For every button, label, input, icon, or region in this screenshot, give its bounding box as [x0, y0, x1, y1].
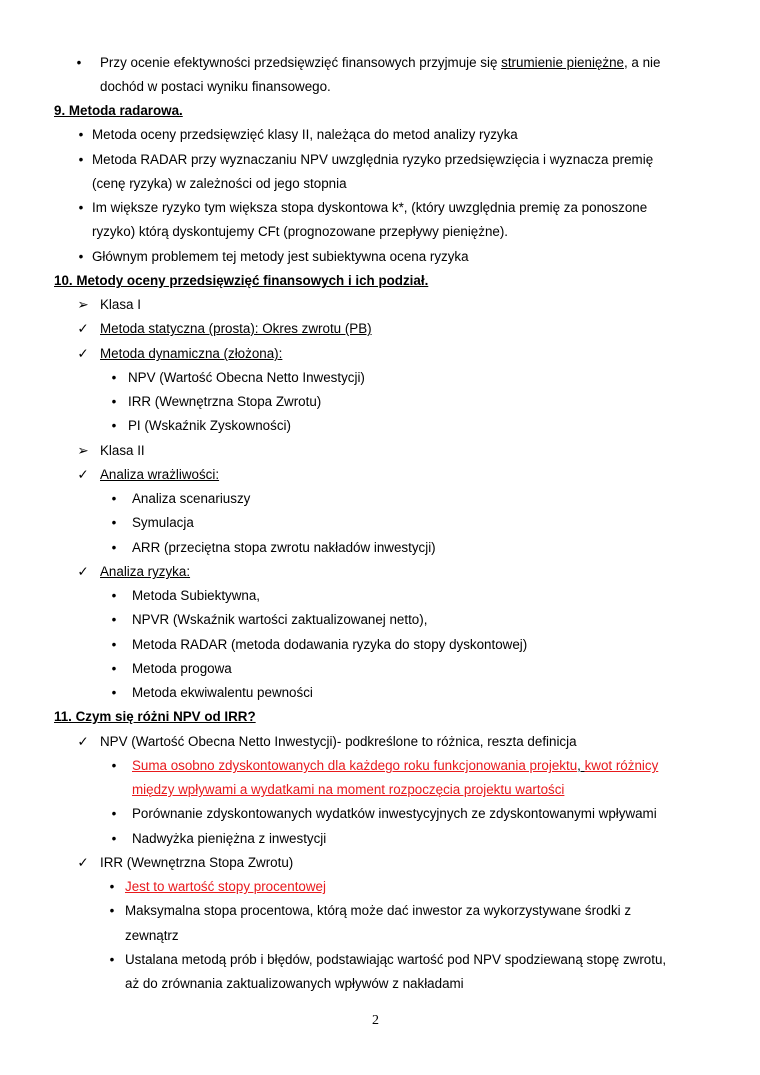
- text-segment: NPV (Wartość Obecna Netto Inwestycji): [128, 370, 365, 385]
- text-line: [128, 417, 291, 435]
- text-segment: Metoda Subiektywna,: [132, 588, 261, 603]
- text-line: [100, 442, 145, 460]
- text-segment: dochód w postaci wyniku finansowego.: [100, 79, 331, 94]
- text-segment: Metoda progowa: [132, 661, 232, 676]
- text-line: [100, 78, 331, 96]
- list-marker: ✓: [77, 564, 89, 579]
- list-marker: •: [76, 55, 82, 70]
- text-segment: Metoda oceny przedsięwzięć klasy II, należąca do metod analizy ryzyka: [92, 127, 518, 142]
- text-segment: między wpływami a wydatkami na moment rozpoczęcia projektu wartości: [132, 782, 565, 797]
- list-marker: ✓: [77, 321, 89, 336]
- text-line: [100, 54, 660, 72]
- text-line: [54, 102, 183, 120]
- list-marker: •: [111, 806, 117, 821]
- list-marker: •: [111, 758, 117, 773]
- text-segment: 11. Czym się różni NPV od IRR?: [54, 709, 256, 724]
- text-segment: ryzyko) którą dyskontujemy CFt (prognozowane przepływy pieniężne).: [92, 224, 509, 239]
- text-line: [125, 902, 631, 920]
- text-line: [92, 199, 647, 217]
- text-line: [132, 539, 436, 557]
- list-marker: •: [111, 588, 117, 603]
- text-segment: Metoda RADAR (metoda dodawania ryzyka do stopy dyskontowej): [132, 637, 528, 652]
- text-segment: 10. Metody oceny przedsięwzięć finansowych i ich podział.: [54, 273, 429, 288]
- text-segment: Jest to wartość stopy procentowej: [125, 879, 326, 894]
- list-marker: •: [111, 612, 117, 627]
- text-segment: Nadwyżka pieniężna z inwestycji: [132, 831, 327, 846]
- text-line: [132, 830, 326, 848]
- list-marker: •: [78, 127, 84, 142]
- text-segment: Symulacja: [132, 515, 194, 530]
- text-segment: Metoda statyczna (prosta): Okres zwrotu (PB): [100, 321, 372, 336]
- text-line: [92, 126, 518, 144]
- text-line: [100, 733, 577, 751]
- text-line: [54, 708, 256, 726]
- text-line: [132, 805, 657, 823]
- text-segment: Klasa II: [100, 443, 145, 458]
- list-marker: •: [111, 418, 117, 433]
- text-segment: IRR (Wewnętrzna Stopa Zwrotu): [128, 394, 322, 409]
- list-marker: •: [111, 831, 117, 846]
- text-segment: Metoda dynamiczna (złożona):: [100, 346, 283, 361]
- text-segment: (cenę ryzyka) w zależności od jego stopnia: [92, 176, 347, 191]
- text-line: [100, 563, 190, 581]
- list-marker: •: [78, 200, 84, 215]
- text-segment: 9. Metoda radarowa.: [54, 103, 183, 118]
- text-line: [128, 369, 365, 387]
- page-number: 2: [372, 1013, 379, 1028]
- text-segment: ,: [577, 758, 585, 773]
- text-line: [132, 684, 313, 702]
- list-marker: ➢: [77, 443, 89, 458]
- list-marker: •: [111, 637, 117, 652]
- list-marker: •: [111, 515, 117, 530]
- text-line: [100, 296, 141, 314]
- text-line: [132, 514, 194, 532]
- list-marker: •: [109, 903, 115, 918]
- text-line: [128, 393, 321, 411]
- text-line: [132, 660, 232, 678]
- text-segment: Klasa I: [100, 297, 141, 312]
- text-segment: Przy ocenie efektywności przedsięwzięć finansowych przyjmuje się: [100, 55, 502, 70]
- text-segment: PI (Wskaźnik Zyskowności): [128, 418, 291, 433]
- text-segment: strumienie pieniężne: [501, 55, 624, 70]
- list-marker: •: [111, 394, 117, 409]
- list-marker: •: [111, 540, 117, 555]
- text-line: [132, 636, 527, 654]
- text-line: [92, 248, 469, 266]
- text-segment: Metoda RADAR przy wyznaczaniu NPV uwzględnia ryzyko przedsięwzięcia i wyznacza premię: [92, 152, 654, 167]
- list-marker: ✓: [77, 467, 89, 482]
- list-marker: •: [111, 685, 117, 700]
- list-marker: ✓: [77, 346, 89, 361]
- list-marker: ✓: [77, 855, 89, 870]
- text-line: [125, 878, 326, 896]
- text-segment: Maksymalna stopa procentowa, którą może dać inwestor za wykorzystywane środki z: [125, 903, 632, 918]
- text-segment: Metoda ekwiwalentu pewności: [132, 685, 313, 700]
- text-line: [125, 975, 464, 993]
- list-marker: •: [111, 491, 117, 506]
- text-segment: IRR (Wewnętrzna Stopa Zwrotu): [100, 855, 294, 870]
- text-segment: NPVR (Wskaźnik wartości zaktualizowanej netto),: [132, 612, 428, 627]
- text-segment: NPV (Wartość Obecna Netto Inwestycji)- podkreślone to różnica, reszta definicja: [100, 734, 577, 749]
- text-segment: ARR (przeciętna stopa zwrotu nakładów inwestycji): [132, 540, 436, 555]
- text-segment: , a nie: [623, 55, 661, 70]
- list-marker: •: [78, 152, 84, 167]
- text-line: [132, 587, 260, 605]
- text-line: [132, 757, 658, 775]
- text-segment: Głównym problemem tej metody jest subiektywna ocena ryzyka: [92, 249, 469, 264]
- text-segment: kwot różnicy: [584, 758, 659, 773]
- text-segment: aż do zrównania zaktualizowanych wpływów z nakładami: [125, 976, 464, 991]
- text-segment: Analiza wrażliwości:: [100, 467, 220, 482]
- text-line: [132, 490, 250, 508]
- text-line: [100, 466, 219, 484]
- text-segment: Analiza ryzyka:: [100, 564, 191, 579]
- text-line: [125, 951, 666, 969]
- text-line: [100, 854, 293, 872]
- text-line: [132, 781, 564, 799]
- text-segment: Analiza scenariuszy: [132, 491, 251, 506]
- text-segment: Ustalana metodą prób i błędów, podstawiając wartość pod NPV spodziewaną stopę zwrotu,: [125, 952, 667, 967]
- text-line: [125, 927, 179, 945]
- text-segment: Im większe ryzyko tym większa stopa dyskontowa k*, (który uwzględnia premię za ponoszone: [92, 200, 648, 215]
- list-marker: •: [111, 370, 117, 385]
- text-line: [92, 223, 508, 241]
- list-marker: •: [109, 879, 115, 894]
- text-line: [92, 175, 347, 193]
- list-marker: ➢: [77, 297, 89, 312]
- list-marker: •: [78, 249, 84, 264]
- text-line: [54, 272, 428, 290]
- list-marker: ✓: [77, 734, 89, 749]
- text-line: [100, 345, 282, 363]
- text-segment: Suma osobno zdyskontowanych dla każdego roku funkcjonowania projektu: [132, 758, 578, 773]
- text-segment: zewnątrz: [125, 928, 179, 943]
- list-marker: •: [111, 661, 117, 676]
- text-line: [92, 151, 653, 169]
- text-line: [100, 320, 372, 338]
- text-segment: Porównanie zdyskontowanych wydatków inwestycyjnych ze zdyskontowanymi wpływami: [132, 806, 657, 821]
- list-marker: •: [109, 952, 115, 967]
- text-line: [132, 611, 427, 629]
